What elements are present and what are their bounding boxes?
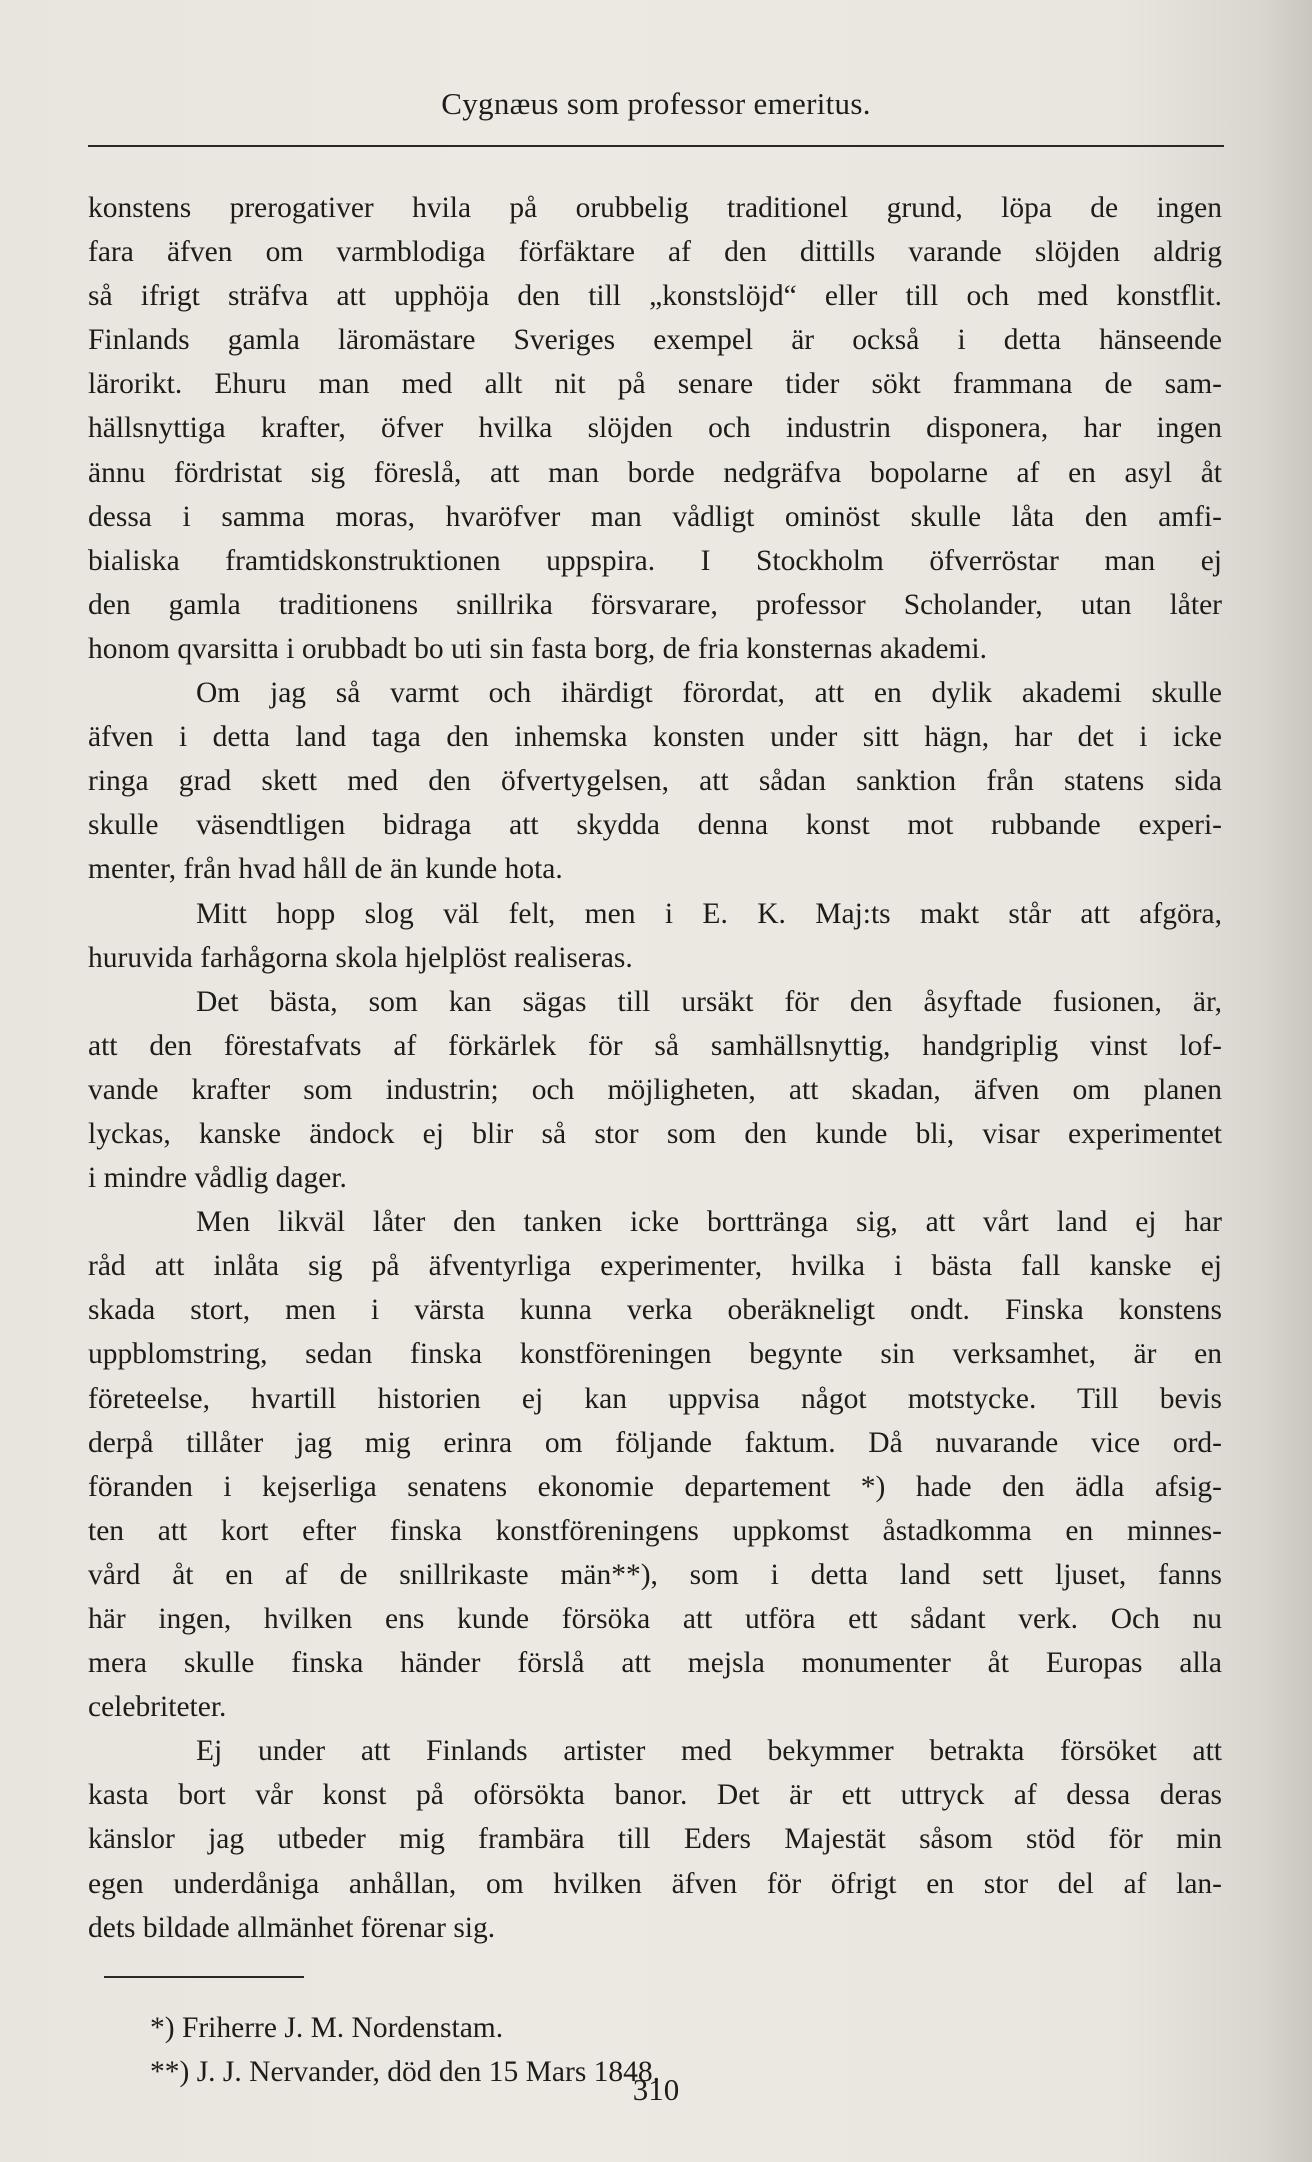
page-number: 310: [632, 2072, 680, 2107]
text-line: mera skulle finska händer förslå att mejsla monumenter åt Europas alla: [88, 1647, 1222, 1680]
text-line: egen underdåniga anhållan, om hvilken äfven för öfrigt en stor del af lan-: [88, 1867, 1222, 1900]
text-line: Om jag så varmt och ihärdigt förordat, att en dylik akademi skulle: [196, 677, 1222, 710]
text-line: menter, från hvad håll de än kunde hota.: [88, 853, 563, 886]
text-line: Men likväl låter den tanken icke borttränga sig, att vårt land ej har: [196, 1206, 1222, 1239]
footnote: **) J. J. Nervander, död den 15 Mars 1848.: [150, 2055, 661, 2088]
text-line: Det bästa, som kan sägas till ursäkt för den åsyftade fusionen, är,: [196, 985, 1222, 1018]
body-text: [88, 186, 1222, 1950]
text-line: huruvida farhågorna skola hjelplöst realiseras.: [88, 941, 633, 974]
text-line: dessa i samma moras, hvaröfver man vådligt ominöst skulle låta den amfi-: [88, 500, 1222, 533]
footnote: *) Friherre J. M. Nordenstam.: [150, 2011, 504, 2044]
text-line: föranden i kejserliga senatens ekonomie departement *) hade den ädla afsig-: [88, 1470, 1222, 1503]
text-line: ännu fördristat sig föreslå, att man borde nedgräfva bopolarne af en asyl åt: [88, 456, 1222, 489]
text-line: så ifrigt sträfva att upphöja den till „konstslöjd“ eller till och med konstflit.: [88, 280, 1222, 313]
running-head: Cygnæus som professor emeritus.: [441, 86, 871, 121]
header-rule: [88, 145, 1224, 147]
text-line: honom qvarsitta i orubbadt bo uti sin fasta borg, de fria konsternas akademi.: [88, 632, 988, 665]
text-line: lyckas, kanske ändock ej blir så stor som den kunde bli, visar experimentet: [88, 1117, 1222, 1150]
text-line: celebriteter.: [88, 1691, 227, 1724]
text-line: konstens prerogativer hvila på orubbelig traditionel grund, löpa de ingen: [88, 192, 1222, 224]
text-line: ringa grad skett med den öfvertygelsen, att sådan sanktion från statens sida: [88, 765, 1222, 798]
text-line: skada stort, men i värsta kunna verka oberäkneligt ondt. Finska konstens: [88, 1294, 1222, 1327]
text-line: dets bildade allmänhet förenar sig.: [88, 1911, 496, 1944]
text-line: att den förestafvats af förkärlek för så samhällsnyttig, handgriplig vinst lof-: [88, 1029, 1222, 1062]
text-line: bialiska framtidskonstruktionen uppspira. I Stockholm öfverröstar man ej: [88, 544, 1222, 577]
text-line: kasta bort vår konst på oförsökta banor. Det är ett uttryck af dessa deras: [88, 1779, 1222, 1812]
text-line: ten att kort efter finska konstföreningens uppkomst åstadkomma en minnes-: [88, 1514, 1222, 1547]
text-line: äfven i detta land taga den inhemska konsten under sitt hägn, har det i icke: [88, 721, 1222, 754]
footnote-rule: [104, 1976, 304, 1978]
text-line: Ej under att Finlands artister med bekymmer betrakta försöket att: [196, 1735, 1222, 1768]
text-line: företeelse, hvartill historien ej kan uppvisa något motstycke. Till bevis: [88, 1382, 1222, 1415]
text-line: i mindre vådlig dager.: [88, 1162, 347, 1195]
text-line: derpå tillåter jag mig erinra om följande faktum. Då nuvarande vice ord-: [88, 1426, 1222, 1459]
text-line: vård åt en af de snillrikaste män**), som i detta land sett ljuset, fanns: [88, 1558, 1222, 1591]
text-line: lärorikt. Ehuru man med allt nit på senare tider sökt frammana de sam-: [88, 368, 1222, 401]
text-line: uppblomstring, sedan finska konstföreningen begynte sin verksamhet, är en: [88, 1338, 1222, 1371]
text-line: fara äfven om varmblodiga förfäktare af den dittills varande slöjden aldrig: [88, 236, 1222, 269]
text-line: den gamla traditionens snillrika försvarare, professor Scholander, utan låter: [88, 588, 1222, 621]
text-line: Mitt hopp slog väl felt, men i E. K. Maj:ts makt står att afgöra,: [196, 897, 1222, 930]
text-line: skulle väsendtligen bidraga att skydda denna konst mot rubbande experi-: [88, 809, 1222, 842]
text-line: vande krafter som industrin; och möjligheten, att skadan, äfven om planen: [88, 1073, 1222, 1106]
text-line: här ingen, hvilken ens kunde försöka att utföra ett sådant verk. Och nu: [88, 1603, 1222, 1635]
text-line: känslor jag utbeder mig frambära till Eders Majestät såsom stöd för min: [88, 1823, 1222, 1856]
text-line: Finlands gamla läromästare Sveriges exempel är också i detta hänseende: [88, 324, 1222, 357]
text-line: hällsnyttiga krafter, öfver hvilka slöjden och industrin disponera, har ingen: [88, 412, 1222, 445]
text-line: råd att inlåta sig på äfventyrliga experimenter, hvilka i bästa fall kanske ej: [88, 1250, 1222, 1283]
